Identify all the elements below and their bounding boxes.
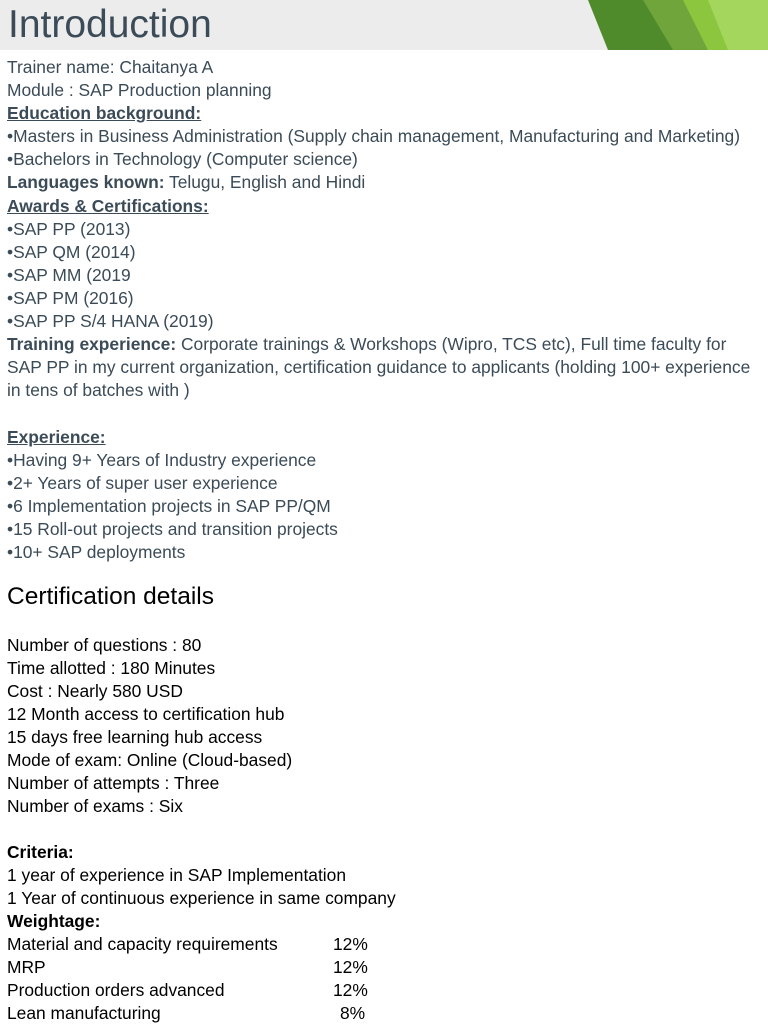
introduction-body (7, 56, 762, 564)
awards-heading: Awards & Certifications: (7, 195, 209, 216)
weightage-percent: 12% (333, 934, 368, 955)
weightage-row (7, 956, 762, 979)
weightage-row (7, 1002, 762, 1024)
criteria-item: 1 year of experience in SAP Implementation (7, 865, 346, 886)
education-item: •Masters in Business Administration (Supply chain management, Manufacturing and Marketing) (7, 126, 740, 147)
criteria-item: 1 Year of continuous experience in same company (7, 888, 396, 909)
weightage-row (7, 933, 762, 956)
languages-label: Languages known: (7, 172, 165, 193)
green-decoration-graphic (588, 0, 768, 50)
module-name: Module : SAP Production planning (7, 80, 272, 101)
award-item: •SAP PM (2016) (7, 287, 134, 308)
experience-item: •6 Implementation projects in SAP PP/QM (7, 495, 331, 516)
award-item: •SAP MM (2019 (7, 264, 131, 285)
detail-item: Number of exams : Six (7, 796, 183, 816)
education-item: •Bachelors in Technology (Computer science) (7, 149, 358, 170)
title-bar (0, 0, 768, 50)
training-paragraph (7, 333, 762, 402)
experience-heading: Experience: (7, 426, 106, 447)
criteria-heading: Criteria: (7, 842, 74, 863)
weightage-percent: 8% (340, 1003, 366, 1024)
detail-item: Number of attempts : Three (7, 773, 220, 793)
spacer (7, 818, 762, 841)
detail-item: Number of questions : 80 (7, 635, 202, 655)
training-value: Corporate trainings & Workshops (Wipro, TCS etc), Full time faculty for SAP PP in my current organization, certification guidance to applicants (holding 100+ experience in tens of batches with ) (7, 334, 751, 401)
weightage-heading: Weightage: (7, 911, 101, 932)
weightage-topic: Material and capacity requirements (7, 934, 278, 955)
detail-item: Cost : Nearly 580 USD (7, 681, 183, 701)
award-item: •SAP PP (2013) (7, 218, 131, 239)
detail-item: Mode of exam: Online (Cloud-based) (7, 750, 293, 770)
slide-title: Introduction (8, 3, 212, 46)
experience-item: •2+ Years of super user experience (7, 472, 278, 493)
weightage-topic: Lean manufacturing (7, 1003, 161, 1024)
award-item: •SAP QM (2014) (7, 241, 136, 262)
languages-value: Telugu, English and Hindi (164, 172, 366, 193)
trainer-name: Trainer name: Chaitanya A (7, 57, 214, 77)
detail-item: 15 days free learning hub access (7, 727, 263, 747)
experience-item: •10+ SAP deployments (7, 541, 186, 562)
experience-item: •Having 9+ Years of Industry experience (7, 449, 317, 470)
detail-item: Time allotted : 180 Minutes (7, 658, 216, 678)
award-item: •SAP PP S/4 HANA (2019) (7, 311, 214, 332)
spacer (7, 402, 762, 425)
experience-item: •15 Roll-out projects and transition projects (7, 518, 338, 539)
slide-title: Certification details (7, 583, 214, 610)
education-heading: Education background: (7, 103, 202, 124)
weightage-topic: Production orders advanced (7, 980, 225, 1001)
detail-item: 12 Month access to certification hub (7, 704, 285, 724)
weightage-percent: 12% (333, 957, 368, 978)
weightage-row (7, 979, 762, 1002)
slide-certification-details (0, 578, 768, 1024)
weightage-topic: MRP (7, 957, 46, 978)
weightage-percent: 12% (333, 980, 368, 1001)
certification-body (7, 634, 762, 1024)
training-label: Training experience: (7, 334, 177, 355)
languages-line (7, 171, 762, 194)
